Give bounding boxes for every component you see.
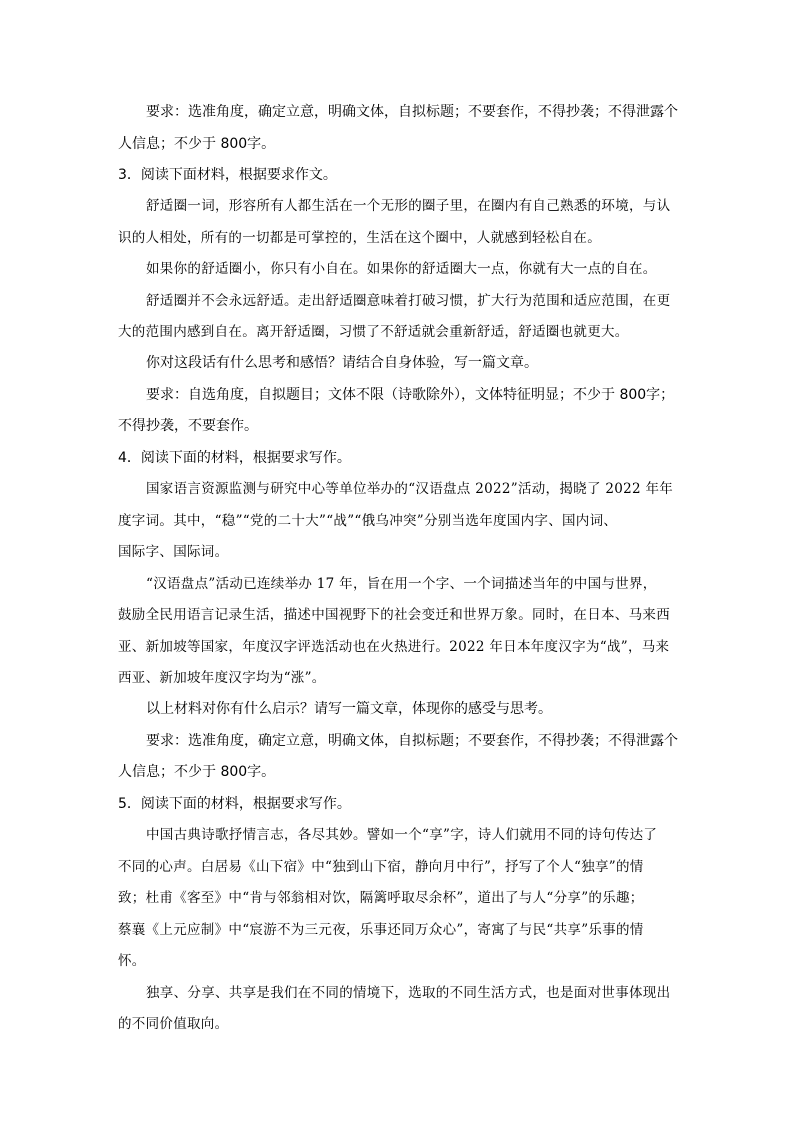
text-line: “汉语盘点”活动已连续举办 17 年，旨在用一个字、一个词描述当年的中国与世界， xyxy=(146,576,657,592)
text-line: 亚、新加坡等国家，年度汉字评选活动也在火热进行。2022 年日本年度汉字为“战”，马来 xyxy=(118,639,670,655)
text-line: 识的人相处，所有的一切都是可掌控的，生活在这个圈中，人就感到轻松自在。 xyxy=(118,230,601,246)
text-line: 要求：选准角度，确定立意，明确文体，自拟标题；不要套作，不得抄袭；不得泄露个 xyxy=(146,733,678,749)
text-line: 大的范围内感到自在。离开舒适圈，习惯了不舒适就会重新舒适，舒适圈也就更大。 xyxy=(118,324,629,340)
text-line: 蔡襄《上元应制》中“宸游不为三元夜，乐事还同万众心”，寄寓了与民“共享”乐事的情 xyxy=(118,922,644,938)
text-line: 的不同价值取向。 xyxy=(118,1016,229,1032)
text-line: 如果你的舒适圈小，你只有小自在。如果你的舒适圈大一点，你就有大一点的自在。 xyxy=(146,261,657,277)
text-line: 不得抄袭，不要套作。 xyxy=(118,418,258,434)
text-line: 度字词。其中，“稳”“党的二十大”“战”“俄乌冲突”分别当选年度国内字、国内词、 xyxy=(118,513,618,529)
text-line: 国际字、国际词。 xyxy=(118,544,229,560)
text-line: 人信息；不少于 800字。 xyxy=(118,764,276,780)
text-line: 人信息；不少于 800字。 xyxy=(118,136,276,152)
text-line: 鼓励全民用语言记录生活，描述中国视野下的社会变迁和世界万象。同时，在日本、马来西 xyxy=(118,607,670,623)
text-line: 国家语言资源监测与研究中心等单位举办的“汉语盘点 2022”活动，揭晓了 2022 年年 xyxy=(146,481,674,497)
text-line: 你对这段话有什么思考和感悟？请结合自身体验，写一篇文章。 xyxy=(146,355,538,371)
text-line: 中国古典诗歌抒情言志，各尽其妙。譬如一个“享”字，诗人们就用不同的诗句传达了 xyxy=(146,827,658,843)
text-line: 舒适圈一词，形容所有人都生活在一个无形的圈子里，在圈内有自己熟悉的环境，与认 xyxy=(146,198,671,214)
question-heading: 5．阅读下面的材料，根据要求写作。 xyxy=(118,796,351,812)
text-line: 舒适圈并不会永远舒适。走出舒适圈意味着打破习惯，扩大行为范围和适应范围，在更 xyxy=(146,293,671,309)
text-line: 独享、分享、共享是我们在不同的情境下，选取的不同生活方式，也是面对世事体现出 xyxy=(146,985,671,1001)
text-line: 以上材料对你有什么启示？请写一篇文章，体现你的感受与思考。 xyxy=(146,701,552,717)
text-line: 要求：选准角度，确定立意，明确文体，自拟标题；不要套作，不得抄袭；不得泄露个 xyxy=(146,104,678,120)
question-heading: 4．阅读下面的材料，根据要求写作。 xyxy=(118,450,351,466)
text-line: 不同的心声。白居易《山下宿》中“独到山下宿，静向月中行”，抒写了个人“独享”的情 xyxy=(118,859,644,875)
text-line: 致；杜甫《客至》中“肯与邻翁相对饮，隔篱呼取尽余杯”，道出了与人“分享”的乐趣； xyxy=(118,890,644,906)
text-line: 要求：自选角度，自拟题目；文体不限（诗歌除外），文体特征明显；不少于 800字； xyxy=(146,387,675,403)
text-line: 怀。 xyxy=(118,953,146,969)
text-line: 西亚、新加坡年度汉字均为“涨”。 xyxy=(118,670,326,686)
question-heading: 3．阅读下面材料，根据要求作文。 xyxy=(118,167,337,183)
